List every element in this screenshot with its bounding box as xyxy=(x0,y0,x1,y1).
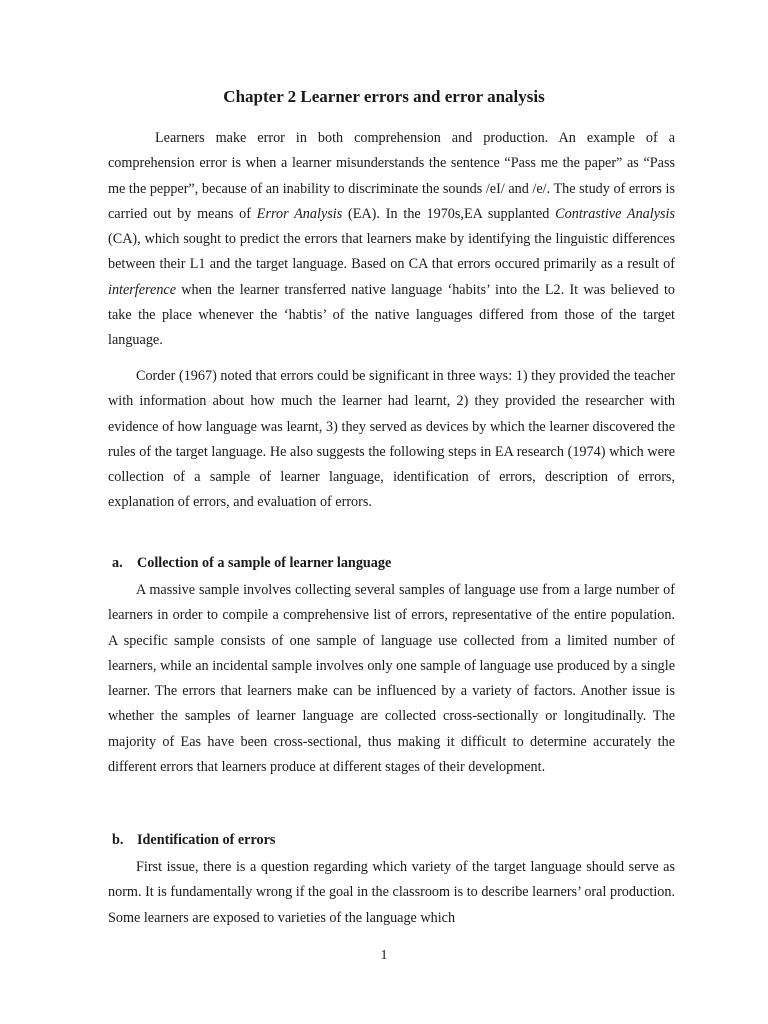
intro-text-2: (EA). In the 1970s,EA supplanted xyxy=(342,205,556,222)
term-contrastive-analysis: Contrastive Analysis xyxy=(555,205,676,222)
term-interference: interference xyxy=(108,281,177,298)
paragraph-corder: Corder (1967) noted that errors could be significant in three ways: 1) they provided the teacher with information about how much the learner had learnt, 2) they provided the researcher with evidence of how language was learnt, 3) they served as devices by which the learner discovered the rules of the target language. He also suggests the following steps in EA research (1974) which were collection of a sample of learner language, identification of errors, description of errors, explanation of errors, and evaluation of errors. xyxy=(108,368,675,511)
paragraph-collection: A massive sample involves collecting several samples of language use from a large number of learners in order to compile a comprehensive list of errors, representative of the entire population. A specific sample consists of one sample of language use collected from a limited number of learners, while an incidental sample involves only one sample of language use produced by a single learner. The errors that learners make can be influenced by a variety of factors. Another issue is whether the samples of learner language are collected cross-sectionally or longitudinally. The majority of Eas have been cross-sectional, thus making it difficult to determine accurately the different errors that learners produce at different stages of their development. xyxy=(108,582,675,776)
section-heading-a xyxy=(112,555,391,572)
paragraph-identification: First issue, there is a question regarding which variety of the target language should serve as norm. It is fundamentally wrong if the goal in the classroom is to describe learners’ oral production. Some learners are exposed to varieties of the language which xyxy=(108,859,675,926)
chapter-title: Chapter 2 Learner errors and error analysis xyxy=(223,87,545,106)
section-marker-a: a. xyxy=(112,555,123,571)
section-title-b: Identification of errors xyxy=(137,832,276,848)
intro-text-4: when the learner transferred native language ‘habits’ into the L2. It was believed to take the place whenever the ‘habtis’ of the native languages differed from those of the target language. xyxy=(108,281,675,349)
page-number: 1 xyxy=(380,948,388,963)
section-title-a: Collection of a sample of learner language xyxy=(137,555,392,571)
intro-text-3: (CA), which sought to predict the errors that learners make by identifying the linguistic differences between their L1 and the target language. Based on CA that errors occured primarily as a result of xyxy=(108,231,675,273)
section-marker-b: b. xyxy=(112,832,124,848)
paragraph-intro xyxy=(108,126,675,354)
intro-text-1: Learners make error in both comprehension and production. An example of a comprehension error is when a learner misunderstands the sentence “Pass me the paper” as “Pass me the pepper”, because of an inability to discriminate the sounds /eI/ and /e/. The study of errors is carried out by means of xyxy=(108,130,675,222)
term-error-analysis: Error Analysis xyxy=(256,205,343,222)
section-heading-b xyxy=(112,832,275,849)
